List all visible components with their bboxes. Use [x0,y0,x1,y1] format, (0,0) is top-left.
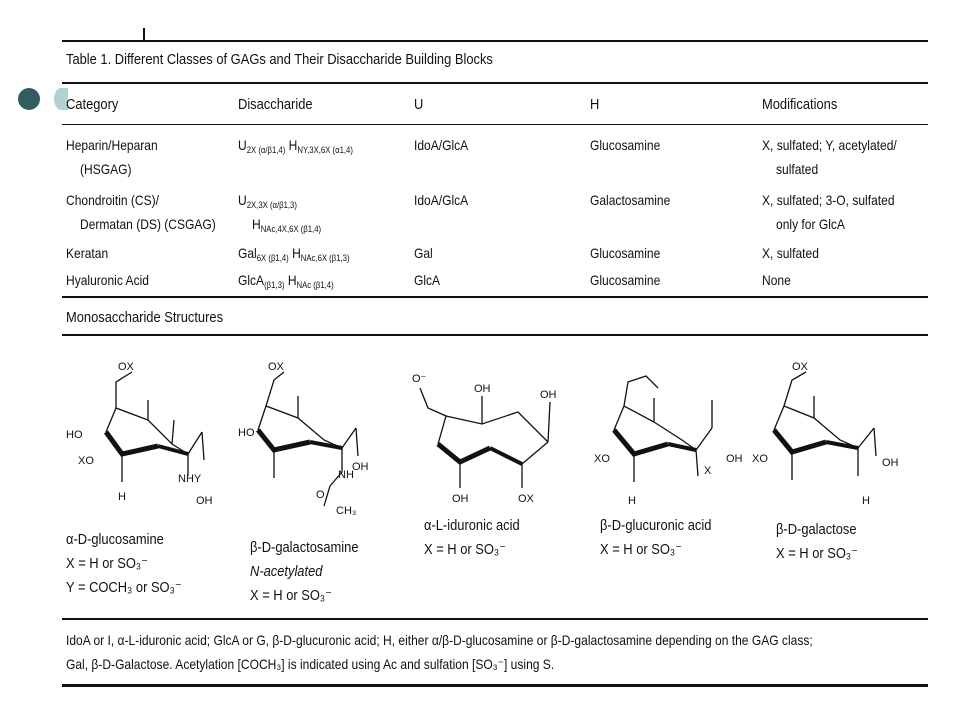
row1-mod-line2: sulfated [776,161,819,177]
galactosamine-chair-icon [258,372,358,506]
row2-mod-line1: X, sulfated; 3-O, sulfated [762,192,895,208]
row1-category-line1: Heparin/Heparan [66,137,158,153]
atom-label: XO [752,453,768,465]
row4-mod: None [762,272,791,288]
row1-category-line2: (HSGAG) [80,161,132,177]
row1-h: Glucosamine [590,137,661,153]
structure-1-line1: X = H or SO₃⁻ [66,555,148,572]
gag-table [62,40,928,688]
row4-disaccharide: GlcA$_{(\beta 1,3)}$ $H_{NAc (\beta 1,4)}$ [238,272,334,290]
atom-label: H [118,491,126,503]
row2-category-line1: Chondroitin (CS)/ [66,192,160,208]
header-bottom-rule [62,124,928,125]
structure-4-line1: X = H or SO₃⁻ [600,541,682,558]
glucosamine-chair-icon [106,372,204,482]
row1-disaccharide: $U_{2X (\alpha/\beta 1,4)}$ $H_{NY,3X,6X (\alpha 1,4)}$ [238,137,353,155]
row2-disaccharide-line1: $U_{2X,3X (\alpha/\beta 1,3)}$ [238,192,297,210]
slide-tick-mark [143,28,145,40]
structure-2-name: β-D-galactosamine [250,539,359,556]
header-u: U [414,96,424,113]
atom-label: OX [118,361,134,373]
atom-label: OH [196,495,213,507]
structure-1-line2: Y = COCH₃ or SO₃⁻ [66,579,182,596]
row4-u: GlcA [414,272,441,288]
atom-label: OH [452,493,469,505]
iduronic-acid-chair-icon [420,388,550,488]
row1-u: IdoA/GlcA [414,137,469,153]
table-bottom-rule [62,684,928,687]
atom-label: O⁻ [412,373,427,385]
atom-label: HO [66,429,83,441]
header-h: H [590,96,600,113]
structure-2-line2: X = H or SO₃⁻ [250,587,332,604]
row2-category-line2: Dermatan (DS) (CSGAG) [80,216,216,232]
footnote-line2: Gal, β-D-Galactose. Acetylation [COCH₃] is indicated using Ac and sulfation [SO₃⁻] using S. [66,656,555,672]
atom-label: OH [540,389,557,401]
footnote-line1: IdoA or I, α-L-iduronic acid; GlcA or G, β-D-glucuronic acid; H, either α/β-D-glucosamine or β-D-galactosamine depending on the GAG class; [66,632,813,648]
row3-category: Keratan [66,245,109,261]
glucuronic-acid-chair-icon [614,376,712,482]
table-title: Table 1. Different Classes of GAGs and Their Disaccharide Building Blocks [66,51,493,68]
atom-label: X [704,465,712,477]
structure-1-name: α-D-glucosamine [66,531,164,548]
atom-label: OH [352,461,369,473]
row3-h: Glucosamine [590,245,661,261]
header-category: Category [66,96,119,113]
atom-label: OH [474,383,491,395]
structures-bottom-rule [62,618,928,620]
header-top-rule [62,82,928,84]
row2-disaccharide-line2: $H_{NAc,4X,6X (\beta 1,4)}$ [252,216,322,234]
atom-label: O [316,489,325,501]
row3-mod: X, sulfated [762,245,819,261]
atom-label: OH [726,453,743,465]
row2-h: Galactosamine [590,192,671,208]
row4-category: Hyaluronic Acid [66,272,149,288]
row1-mod-line1: X, sulfated; Y, acetylated/ [762,137,897,153]
atom-label: XO [594,453,610,465]
structure-5-line1: X = H or SO₃⁻ [776,545,858,562]
rows-bottom-rule [62,296,928,298]
atom-label: CH₃ [336,505,357,516]
atom-label: OX [518,493,534,505]
table-top-rule [62,40,928,42]
row4-h: Glucosamine [590,272,661,288]
row3-disaccharide: Gal$_{6X (\beta 1,4)}$ $H_{NAc,6X (\beta 1,3)}$ [238,245,350,263]
atom-label: OX [792,361,808,373]
atom-label: OX [268,361,284,373]
header-modifications: Modifications [762,96,838,113]
atom-label: XO [78,455,94,467]
atom-label: NHY [178,473,202,485]
row3-u: Gal [414,245,433,261]
structure-3-name: α-L-iduronic acid [424,517,520,534]
structure-2-line1: N-acetylated [250,563,323,580]
structure-5-name: β-D-galactose [776,521,857,538]
structure-3-line1: X = H or SO₃⁻ [424,541,506,558]
monosaccharide-structures-drawing [62,336,928,516]
structure-4-name: β-D-glucuronic acid [600,517,712,534]
atom-label: H [628,495,636,507]
row2-u: IdoA/GlcA [414,192,469,208]
atom-label: OH [882,457,899,469]
atom-label: H [862,495,870,507]
slide-bullet-icon [18,88,40,110]
atom-label: HO [238,427,255,439]
section-monosaccharide-structures: Monosaccharide Structures [66,309,224,326]
atom-label: NH [338,469,354,481]
galactose-chair-icon [774,372,876,480]
header-disaccharide: Disaccharide [238,96,313,113]
row2-mod-line2: only for GlcA [776,216,845,232]
